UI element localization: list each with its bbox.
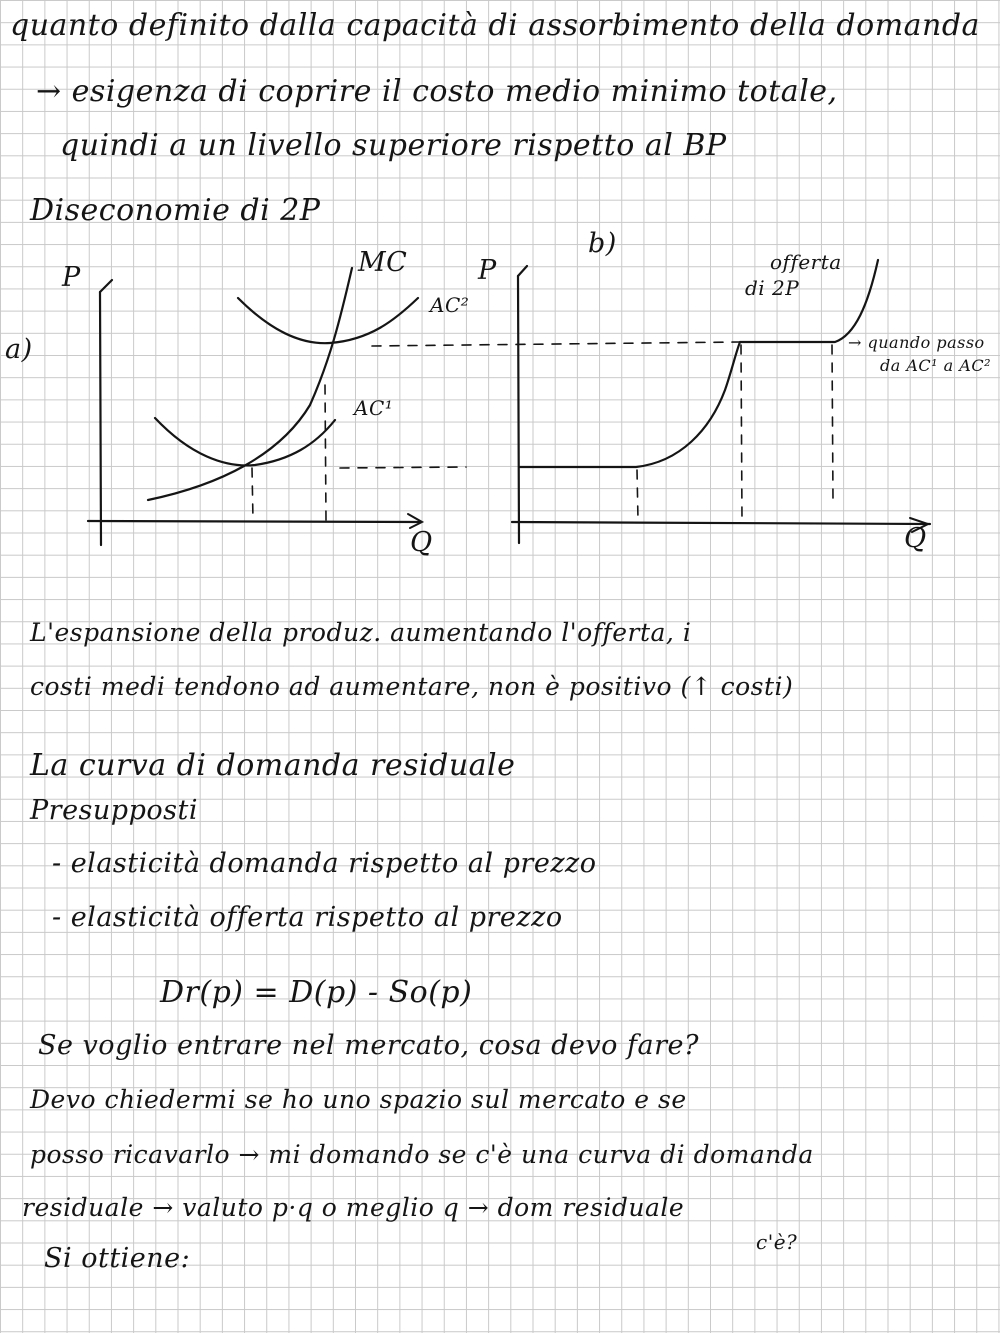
graph-a-x-axis — [88, 521, 420, 522]
graph-a-y-label: P — [62, 262, 81, 293]
graph-b-drop-1 — [637, 470, 638, 520]
graph-b-x-axis — [512, 522, 930, 524]
graph-a-ac1-label: AC¹ — [354, 396, 394, 420]
expansion-line-1: L'espansione della produz. aumentando l'offerta, i — [30, 618, 692, 647]
residual-line-3: residuale → valuto p·q o meglio q → dom residuale — [22, 1193, 685, 1222]
graph-b-y-axis — [518, 276, 519, 543]
residual-line-4: Si ottiene: — [44, 1243, 191, 1274]
residual-formula: Dr(p) = D(p) - So(p) — [160, 975, 473, 1010]
graph-b-supply-curve — [519, 260, 878, 467]
graph-b-label: b) — [588, 228, 617, 259]
graph-b-drop-2 — [741, 345, 742, 520]
residual-aside: c'è? — [756, 1230, 798, 1254]
graph-a-label: a) — [5, 334, 33, 365]
residual-subheading: Presupposti — [30, 795, 198, 826]
graph-a-ac2-curve — [238, 298, 418, 343]
graph-a-mc-label: MC — [358, 247, 408, 278]
intro-line-1: quanto definito dalla capacità di assorbimento della domanda — [10, 8, 980, 43]
diseconomies-heading: Diseconomie di 2P — [30, 193, 321, 228]
residual-question: Se voglio entrare nel mercato, cosa devo fare? — [38, 1030, 699, 1061]
graph-a-drop-1 — [252, 468, 253, 520]
graph-dash-lower — [340, 467, 466, 468]
graph-b-annotation-1: → quando passo — [848, 333, 985, 352]
graph-a-drop-2 — [325, 385, 326, 520]
intro-line-3: quindi a un livello superiore rispetto al BP — [60, 128, 727, 163]
graph-dash-upper — [372, 342, 740, 346]
graph-a-ac2-label: AC² — [430, 293, 470, 317]
graph-b-supply-label-2: di 2P — [745, 276, 800, 300]
graph-a-y-axis — [100, 292, 101, 545]
expansion-line-2: costi medi tendono ad aumentare, non è positivo (↑ costi) — [30, 672, 794, 701]
residual-heading: La curva di domanda residuale — [30, 748, 516, 783]
graph-b-annotation-2: da AC¹ a AC² — [880, 356, 991, 375]
residual-line-1: Devo chiedermi se ho uno spazio sul mercato e se — [30, 1085, 687, 1114]
residual-line-2: posso ricavarlo → mi domando se c'è una curva di domanda — [30, 1140, 814, 1169]
residual-bullet-1: - elasticità domanda rispetto al prezzo — [52, 848, 597, 879]
graph-a-y-arrow — [100, 280, 112, 292]
graph-a-x-label: Q — [410, 527, 433, 558]
graph-b-drop-3 — [832, 345, 833, 500]
graph-b-y-label: P — [478, 255, 497, 286]
graph-b-x-label: Q — [904, 523, 927, 554]
intro-line-2: → esigenza di coprire il costo medio minimo totale, — [36, 74, 838, 109]
residual-bullet-2: - elasticità offerta rispetto al prezzo — [52, 902, 563, 933]
graph-b-supply-label-1: offerta — [770, 250, 842, 274]
graph-b-y-arrow — [518, 266, 527, 276]
graph-a-ac1-curve — [155, 418, 335, 465]
